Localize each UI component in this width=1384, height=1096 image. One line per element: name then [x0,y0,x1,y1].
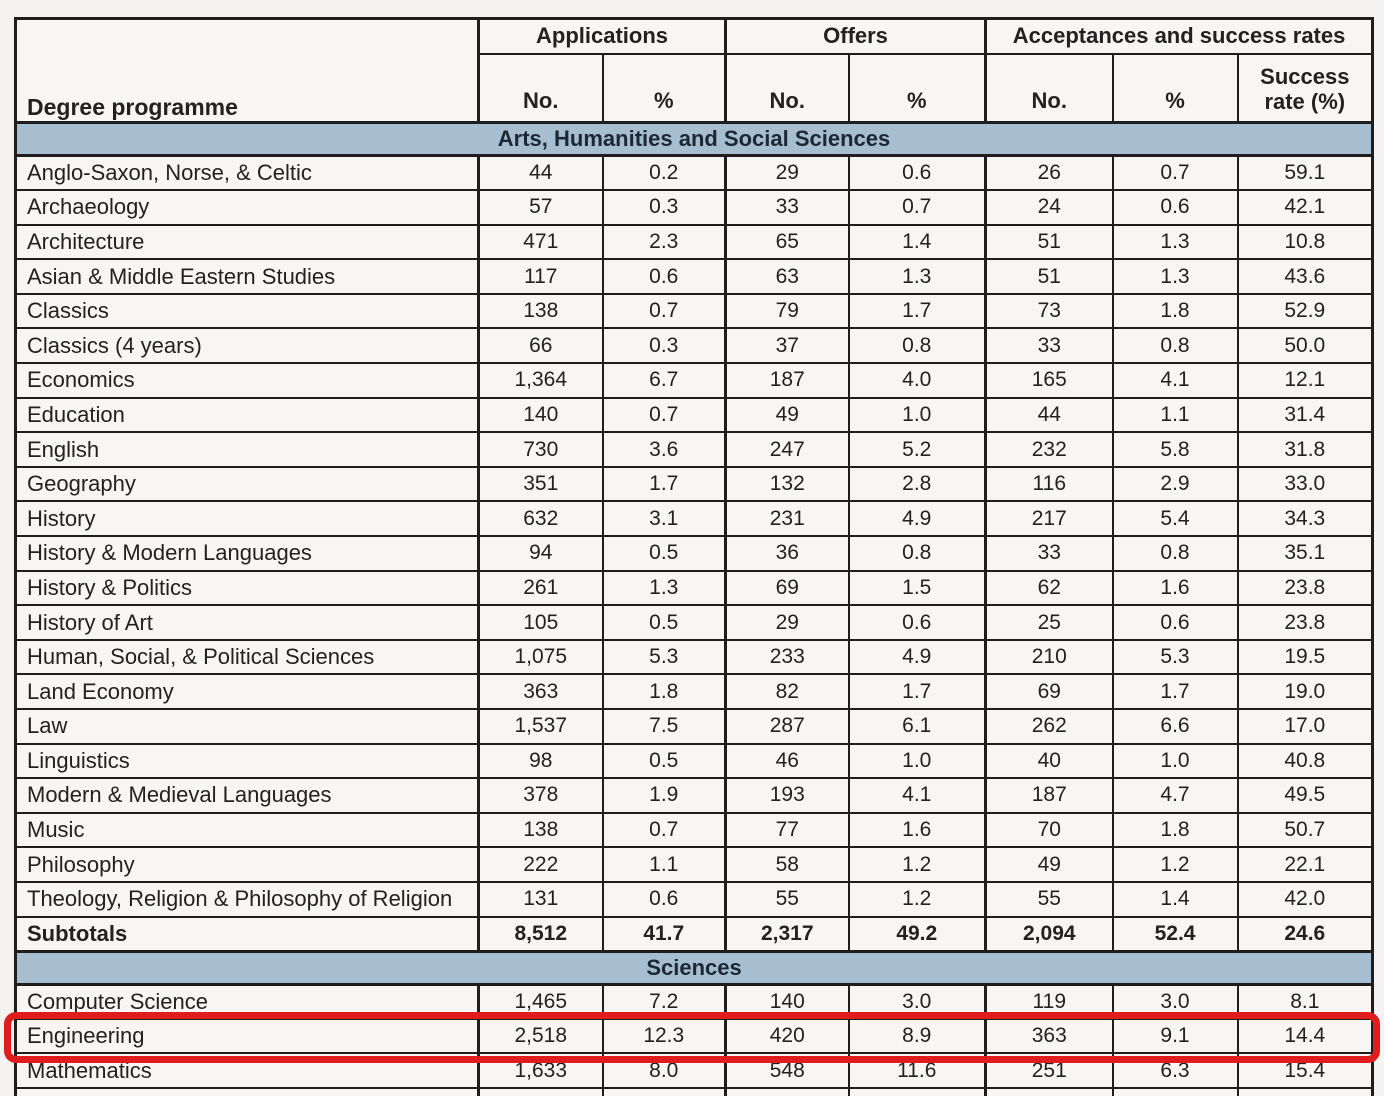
programme-name-cell: Education [16,398,479,433]
programme-name-cell: Philosophy [16,847,479,882]
table-row [16,536,1373,571]
value-cell: 11.6 [849,1053,986,1088]
value-cell: 12.3 [603,1019,726,1054]
table-row [16,363,1373,398]
applications-group-header: Applications [479,19,726,54]
value-cell: 25 [986,605,1113,640]
value-cell: 26 [986,156,1113,191]
value-cell: 1,075 [479,640,603,675]
value-cell: 77 [726,813,849,848]
value-cell: 2.8 [849,467,986,502]
value-cell: 58 [726,847,849,882]
value-cell: 0.6 [603,882,726,917]
programme-name-cell: Mathematics [16,1053,479,1088]
value-cell: 3.0 [1113,984,1238,1019]
value-cell: 50.0 [1238,328,1373,363]
table-row [16,778,1373,813]
value-cell: 105 [479,605,603,640]
value-cell: 44 [986,398,1113,433]
value-cell: 0.6 [603,259,726,294]
value-cell: 1.9 [603,778,726,813]
value-cell: 1.0 [849,398,986,433]
programme-name-cell: Human, Social, & Political Sciences [16,640,479,675]
value-cell: 1.7 [849,674,986,709]
value-cell: 4.1 [1113,363,1238,398]
section-title: Arts, Humanities and Social Sciences [16,123,1373,156]
value-cell: 6.1 [849,709,986,744]
value-cell: 55 [986,882,1113,917]
value-cell: 5.8 [1113,432,1238,467]
value-cell: 10.8 [1238,225,1373,260]
programme-name-cell: History [16,501,479,536]
value-cell: 79 [726,294,849,329]
value-cell: 2.3 [603,225,726,260]
value-cell: 210 [986,640,1113,675]
value-cell: 1.1 [1113,398,1238,433]
value-cell: 2.9 [1113,467,1238,502]
value-cell: 131 [479,882,603,917]
value-cell: 1.2 [849,847,986,882]
value-cell: 31.8 [1238,432,1373,467]
value-cell: 34.3 [1238,501,1373,536]
value-cell: 29 [726,156,849,191]
value-cell: 0.8 [1113,328,1238,363]
value-cell: 287 [726,709,849,744]
value-cell: 193 [726,778,849,813]
value-cell: 232 [986,432,1113,467]
value-cell: 231 [726,501,849,536]
value-cell: 0.2 [603,156,726,191]
value-cell: 187 [726,363,849,398]
value-cell: 4.9 [849,640,986,675]
value-cell: 262 [986,709,1113,744]
value-cell: 0.6 [849,605,986,640]
value-cell: 5.2 [849,432,986,467]
value-cell: 0.8 [849,536,986,571]
programme-name-cell: Asian & Middle Eastern Studies [16,259,479,294]
value-cell: 29 [726,605,849,640]
value-cell: 23.8 [1238,571,1373,606]
value-cell: 7.5 [603,709,726,744]
value-cell: 36 [726,536,849,571]
value-cell: 0.5 [603,536,726,571]
value-cell: 62 [986,571,1113,606]
programme-name-cell: Architecture [16,225,479,260]
value-cell: 116 [986,467,1113,502]
value-cell: 0.3 [603,190,726,225]
subtotals-row [16,917,1373,952]
value-cell: 40 [986,744,1113,779]
value-cell: 19.0 [1238,674,1373,709]
value-cell: 0.7 [603,398,726,433]
table-row [16,984,1373,1019]
highlighted-row [16,1019,1373,1054]
value-cell: 0.5 [603,605,726,640]
value-cell: 4.0 [849,363,986,398]
table-row [16,467,1373,502]
programme-name-cell: Archaeology [16,190,479,225]
value-cell: 49 [986,847,1113,882]
programme-name-cell: Engineering [16,1019,479,1054]
programme-name-cell: Modern & Medieval Languages [16,778,479,813]
table-row [16,605,1373,640]
table-row [16,294,1373,329]
value-cell: 251 [986,1053,1113,1088]
value-cell: 138 [479,294,603,329]
value-cell: 420 [726,1019,849,1054]
value-cell: 33 [986,536,1113,571]
value-cell: 140 [479,398,603,433]
value-cell: 222 [479,847,603,882]
value-cell: 24 [986,190,1113,225]
value-cell: 12.1 [1238,363,1373,398]
value-cell: 6.6 [1113,709,1238,744]
column-group-header-row [16,19,1373,54]
value-cell: 1.5 [849,571,986,606]
value-cell: 49 [726,398,849,433]
acceptances-no-header: No. [986,54,1113,123]
table-row [16,156,1373,191]
value-cell: 6.3 [1113,1053,1238,1088]
value-cell: 35.1 [1238,536,1373,571]
value-cell: 1.1 [603,847,726,882]
value-cell: 55 [726,882,849,917]
value-cell: 8.0 [603,1053,726,1088]
programme-name-cell: Classics (4 years) [16,328,479,363]
applications-pct-header: % [603,54,726,123]
programme-name-cell: History & Politics [16,571,479,606]
value-cell: 1.6 [849,813,986,848]
value-cell: 1.3 [1113,225,1238,260]
programme-name-cell: English [16,432,479,467]
value-cell: 247 [726,432,849,467]
value-cell: 4.1 [849,778,986,813]
value-cell: 1,465 [479,984,603,1019]
value-cell: 8.9 [849,1019,986,1054]
programme-name-cell: Land Economy [16,674,479,709]
value-cell: 0.5 [603,744,726,779]
value-cell: 1.8 [1113,294,1238,329]
table-row [16,571,1373,606]
table-row [16,225,1373,260]
value-cell: 378 [479,778,603,813]
value-cell: 22.1 [1238,847,1373,882]
value-cell: 98 [479,744,603,779]
table-row [16,1053,1373,1088]
value-cell: 1.0 [849,744,986,779]
table-row [16,640,1373,675]
table-row [16,328,1373,363]
value-cell: 14.4 [1238,1019,1373,1054]
value-cell: 51 [986,259,1113,294]
value-cell: 1,364 [479,363,603,398]
value-cell: 1.7 [603,467,726,502]
value-cell: 51 [986,225,1113,260]
value-cell: 217 [986,501,1113,536]
programme-name-cell: Subtotals [16,917,479,952]
value-cell: 1.2 [849,882,986,917]
table-row [16,501,1373,536]
programme-name-cell: History & Modern Languages [16,536,479,571]
table-row [16,744,1373,779]
value-cell: 351 [479,467,603,502]
table-row [16,847,1373,882]
table-row [16,709,1373,744]
value-cell: 471 [479,225,603,260]
value-cell: 4.7 [1113,778,1238,813]
value-cell: 41.7 [603,917,726,952]
value-cell: 1.6 [1113,571,1238,606]
value-cell: 23.8 [1238,605,1373,640]
value-cell: 0.6 [1113,190,1238,225]
value-cell: 2,518 [479,1019,603,1054]
value-cell: 132 [726,467,849,502]
value-cell: 49.2 [849,917,986,952]
value-cell: 73 [986,294,1113,329]
value-cell: 363 [986,1019,1113,1054]
table-row [16,813,1373,848]
value-cell: 31.4 [1238,398,1373,433]
value-cell: 119 [986,984,1113,1019]
value-cell: 2,094 [986,917,1113,952]
value-cell: 117 [479,259,603,294]
value-cell: 19.5 [1238,640,1373,675]
offers-pct-header: % [849,54,986,123]
programme-name-cell: Classics [16,294,479,329]
value-cell: 187 [986,778,1113,813]
value-cell: 5.3 [1113,640,1238,675]
programme-name-cell: History of Art [16,605,479,640]
value-cell: 42.1 [1238,190,1373,225]
section-band-row [16,123,1373,156]
value-cell: 1.3 [1113,259,1238,294]
value-cell: 233 [726,640,849,675]
value-cell: 1.3 [849,259,986,294]
value-cell: 17.0 [1238,709,1373,744]
value-cell: 5.3 [603,640,726,675]
table-row [16,190,1373,225]
value-cell: 1.3 [603,571,726,606]
value-cell: 8,512 [479,917,603,952]
value-cell: 6.7 [603,363,726,398]
section-band-row [16,951,1373,984]
table-row [16,259,1373,294]
value-cell: 44 [479,156,603,191]
value-cell: 50.7 [1238,813,1373,848]
value-cell: 70 [986,813,1113,848]
programme-name-cell: Economics [16,363,479,398]
value-cell: 730 [479,432,603,467]
degree-programme-header: Degree programme [16,19,479,123]
section-title: Sciences [16,951,1373,984]
value-cell: 7.2 [603,984,726,1019]
value-cell: 0.3 [603,328,726,363]
value-cell: 3.1 [603,501,726,536]
value-cell: 0.7 [603,294,726,329]
value-cell: 4.9 [849,501,986,536]
value-cell: 8.1 [1238,984,1373,1019]
programme-name-cell: Computer Science [16,984,479,1019]
value-cell: 94 [479,536,603,571]
value-cell: 0.7 [603,813,726,848]
programme-name-cell: Geography [16,467,479,502]
value-cell: 69 [726,571,849,606]
value-cell: 69 [986,674,1113,709]
value-cell: 33.0 [1238,467,1373,502]
value-cell: 138 [479,813,603,848]
value-cell: 1.7 [849,294,986,329]
value-cell: 1,537 [479,709,603,744]
value-cell: 0.7 [1113,156,1238,191]
value-cell: 15.4 [1238,1053,1373,1088]
value-cell: 82 [726,674,849,709]
value-cell: 261 [479,571,603,606]
value-cell: 1.7 [1113,674,1238,709]
acceptances-group-header: Acceptances and success rates [986,19,1373,54]
admissions-statistics-table [14,17,1374,1096]
value-cell: 9.1 [1113,1019,1238,1054]
value-cell: 42.0 [1238,882,1373,917]
value-cell: 0.8 [849,328,986,363]
table-row [16,882,1373,917]
value-cell: 1.4 [1113,882,1238,917]
value-cell: 3.0 [849,984,986,1019]
value-cell: 548 [726,1053,849,1088]
value-cell: 57 [479,190,603,225]
value-cell: 52.9 [1238,294,1373,329]
acceptances-pct-header: % [1113,54,1238,123]
value-cell: 52.4 [1113,917,1238,952]
value-cell: 3.6 [603,432,726,467]
value-cell: 5.4 [1113,501,1238,536]
value-cell: 1.2 [1113,847,1238,882]
value-cell: 0.8 [1113,536,1238,571]
value-cell: 63 [726,259,849,294]
value-cell: 65 [726,225,849,260]
offers-group-header: Offers [726,19,986,54]
value-cell: 33 [726,190,849,225]
value-cell: 2,317 [726,917,849,952]
programme-name-cell: Theology, Religion & Philosophy of Religion [16,882,479,917]
table-row [16,432,1373,467]
value-cell: 0.7 [849,190,986,225]
value-cell: 59.1 [1238,156,1373,191]
value-cell: 632 [479,501,603,536]
programme-name-cell: Law [16,709,479,744]
value-cell: 66 [479,328,603,363]
value-cell: 1.4 [849,225,986,260]
table-row [16,398,1373,433]
value-cell: 1.8 [1113,813,1238,848]
programme-name-cell: Anglo-Saxon, Norse, & Celtic [16,156,479,191]
value-cell: 40.8 [1238,744,1373,779]
success-rate-header: Success rate (%) [1238,54,1373,123]
value-cell: 24.6 [1238,917,1373,952]
value-cell: 37 [726,328,849,363]
value-cell: 140 [726,984,849,1019]
value-cell: 0.6 [849,156,986,191]
value-cell: 1.0 [1113,744,1238,779]
value-cell: 43.6 [1238,259,1373,294]
applications-no-header: No. [479,54,603,123]
value-cell: 33 [986,328,1113,363]
value-cell: 0.6 [1113,605,1238,640]
value-cell: 46 [726,744,849,779]
value-cell: 165 [986,363,1113,398]
value-cell: 1,633 [479,1053,603,1088]
value-cell: 363 [479,674,603,709]
table-row [16,674,1373,709]
value-cell: 49.5 [1238,778,1373,813]
programme-name-cell: Linguistics [16,744,479,779]
clipped-row [16,1088,1373,1096]
offers-no-header: No. [726,54,849,123]
programme-name-cell: Music [16,813,479,848]
value-cell: 1.8 [603,674,726,709]
